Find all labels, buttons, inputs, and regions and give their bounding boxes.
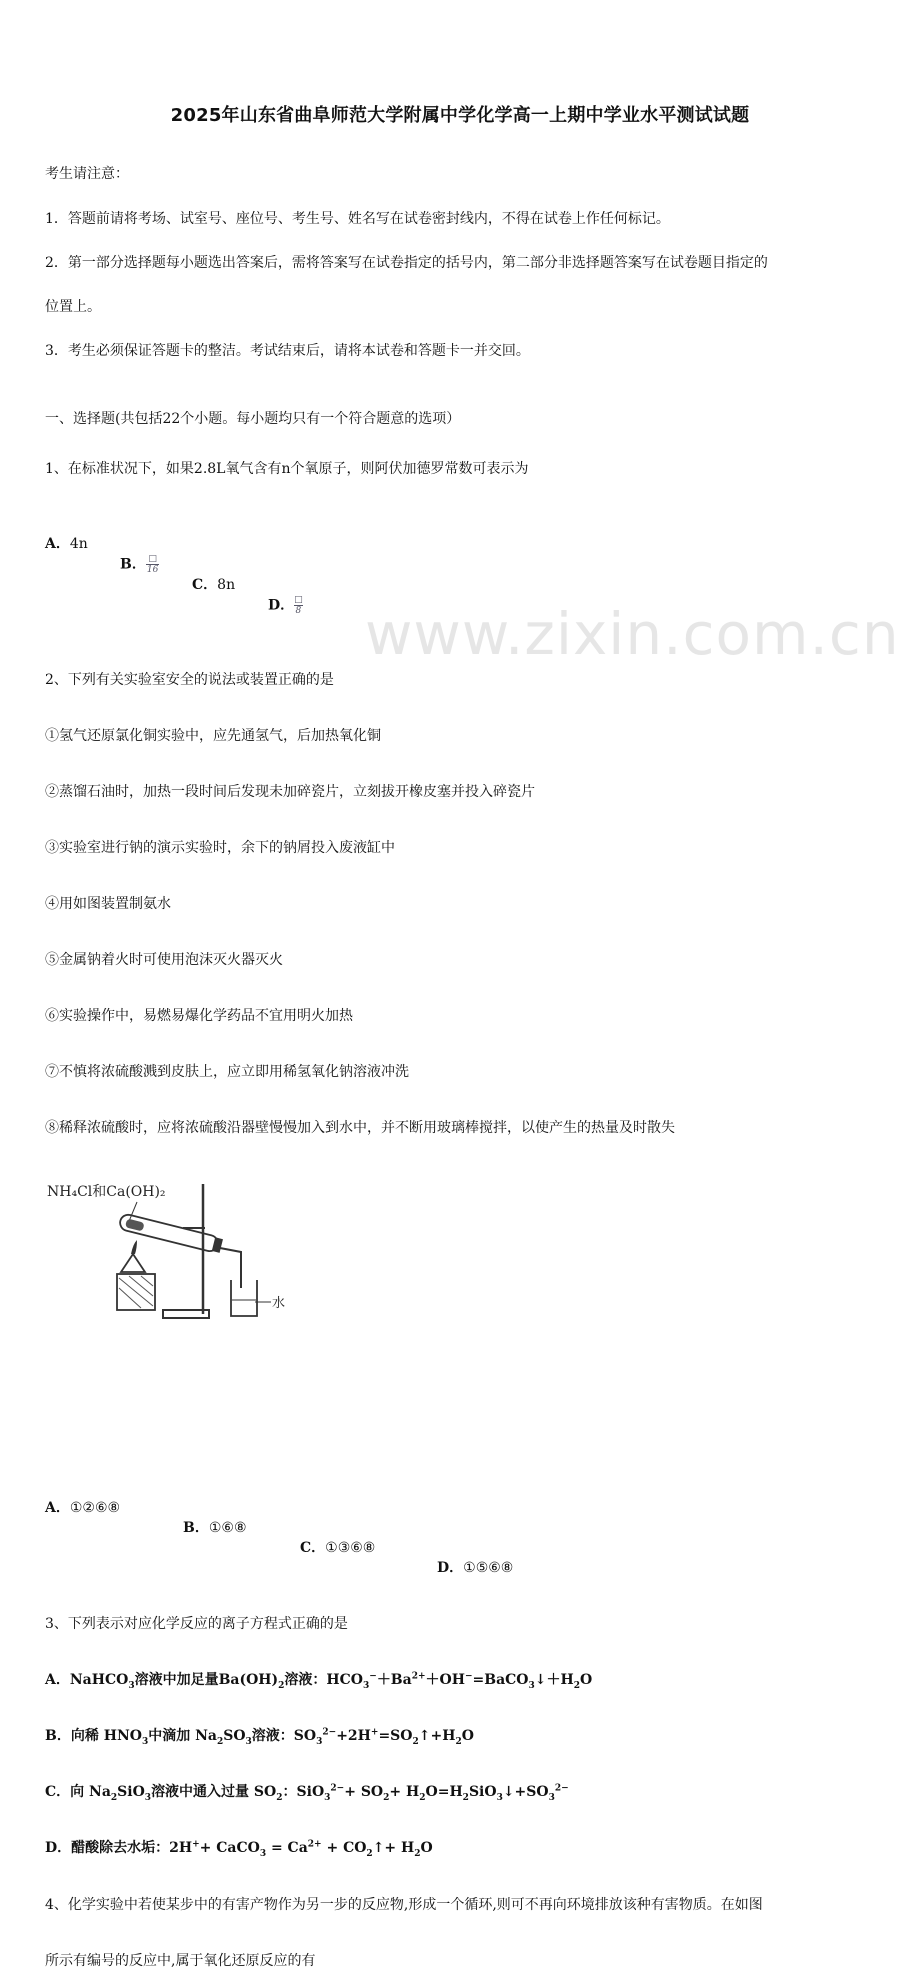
q3-b-sup: + [370,1727,379,1738]
q2-option-d[interactable] [437,1558,920,1578]
q3-a-part: ＋Ba [376,1672,412,1688]
q2-item-1: ①氢气还原氯化铜实验中，应先通氢气，后加热氧化铜 [45,728,381,744]
q1-option-c[interactable] [192,575,920,595]
notice-item-2-cont: 位置上。 [45,299,101,315]
q2-option-a-text: ①②⑥⑧ [69,1500,121,1516]
q3-a-part: ＋OH [425,1672,465,1688]
q3-b-part: 溶液：SO [251,1728,317,1744]
q3-d-sup: 2+ [307,1839,322,1850]
notice-item-2: 2．第一部分选择题每小题选出答案后，需将答案写在试卷指定的括号内，第二部分非选择题答案写在试卷题目指定的 [45,255,768,271]
q3-b-part: 中滴加 Na [148,1728,217,1744]
q3-a-sub: 3 [363,1680,370,1691]
q1-option-b-numerator: □ [148,554,157,564]
q3-c-sub: 2 [383,1792,390,1803]
q2-option-a[interactable] [45,1498,920,1518]
q2-option-c[interactable] [300,1538,920,1558]
figure-reagent-label: NH₄Cl和Ca(OH)₂ [47,1184,166,1200]
q3-b-sub: 3 [245,1736,252,1747]
q2-option-c-text: ①③⑥⑧ [325,1540,376,1556]
q3-c-sup: 2− [554,1783,569,1794]
q1-option-b-fraction [146,554,159,575]
wood-block-hatch [119,1276,153,1308]
q1-stem: 1、在标准状况下，如果2.8L氧气含有n个氧原子，则阿伏加德罗常数可表示为 [45,461,529,477]
q2-item-4: ④用如图装置制氨水 [45,896,171,912]
q3-option-b[interactable] [45,1726,920,1746]
q3-c-part: O=H [425,1784,463,1800]
q1-option-d-denominator: 8 [295,606,302,616]
q3-b-sub: 2 [455,1736,462,1747]
ammonia-apparatus-figure [45,1176,295,1326]
q3-d-sub: 2 [366,1848,373,1859]
q3-a-part: ↓＋H [534,1672,574,1688]
q3-option-a[interactable] [45,1670,920,1690]
q3-d-part: ↑+ H [372,1840,415,1856]
q1-option-d-label: D． [268,597,295,614]
q3-c-sub: 2 [276,1792,283,1803]
q3-option-d-label: D． [45,1840,72,1856]
q2-option-b-label: B． [183,1520,209,1536]
notice-item-3: 3．考生必须保证答题卡的整洁。考试结束后，请将本试卷和答题卡一并交回。 [45,343,530,359]
q3-a-sup: − [464,1671,473,1682]
beaker [231,1280,257,1316]
q1-option-b-label: B． [120,556,146,573]
q3-a-sup: − [369,1671,377,1682]
watermark: www.zixin.com.cn [365,600,900,668]
q3-a-sub: 2 [573,1680,580,1691]
q2-option-b-text: ①⑥⑧ [208,1520,247,1536]
q3-b-sub: 2 [412,1736,419,1747]
q1-option-d-numerator: □ [294,595,303,605]
q3-c-sub: 3 [496,1792,503,1803]
q3-a-sub: 3 [128,1680,135,1691]
notice-heading: 考生请注意： [45,166,129,182]
q1-option-d[interactable] [268,595,920,616]
q3-b-part: SO [223,1728,246,1744]
q3-c-sub: 2 [462,1792,469,1803]
q2-option-a-label: A． [45,1500,70,1516]
alcohol-lamp [121,1254,145,1272]
q3-c-part: SiO [117,1784,145,1800]
notice-item-1: 1．答题前请将考场、试室号、座位号、考生号、姓名写在试卷密封线内，不得在试卷上作任何标记。 [45,211,670,227]
q3-c-part: 溶液中通入过量 SO [151,1784,277,1800]
q3-d-sub: 3 [259,1848,267,1859]
q4-stem-line-1: 4、化学实验中若使某步中的有害产物作为另一步的反应物,形成一个循环,则可不再向环境排放该种有害物质。在如图 [45,1897,763,1913]
q1-option-a[interactable] [45,534,920,554]
section-heading: 一、选择题(共包括22个小题。每小题均只有一个符合题意的选项） [45,411,461,427]
page-title: 2025年山东省曲阜师范大学附属中学化学高一上期中学业水平测试试题 [170,105,750,126]
q3-b-sub: 3 [141,1736,149,1747]
q3-b-part: +2H [336,1728,371,1744]
q3-a-part: 溶液：HCO [284,1672,363,1688]
q3-b-sub: 3 [316,1736,323,1747]
q1-option-a-label: A． [45,536,70,552]
q3-b-part: O [461,1728,474,1744]
q3-d-part: + CO [321,1840,367,1856]
q3-a-sup: 2+ [411,1671,426,1682]
q3-d-part: O [420,1840,433,1856]
q4-stem-line-2: 所示有编号的反应中,属于氧化还原反应的有 [45,1953,316,1969]
q2-stem: 2、下列有关实验室安全的说法或装置正确的是 [45,672,334,688]
q3-c-sub: 3 [144,1792,152,1803]
q2-option-d-label: D． [437,1560,464,1576]
q2-option-b[interactable] [183,1518,920,1538]
q3-c-part: + H [389,1784,420,1800]
q1-option-b-denominator: 16 [146,565,159,575]
q1-option-c-text: 8n [217,577,236,593]
q1-option-d-fraction [294,595,303,616]
q2-option-c-label: C． [300,1540,326,1556]
q3-d-part: 醋酸除去水垢：2H [71,1840,193,1856]
q3-option-b-label: B． [45,1728,71,1744]
q3-d-part: + CaCO [199,1840,260,1856]
q1-option-a-text: 4n [69,536,88,552]
q3-c-sup: 2− [330,1783,345,1794]
q2-option-d-text: ①⑤⑥⑧ [463,1560,514,1576]
q3-option-c-label: C． [45,1784,71,1800]
q3-option-d[interactable] [45,1838,920,1858]
q3-stem: 3、下列表示对应化学反应的离子方程式正确的是 [45,1616,348,1632]
q2-item-8: ⑧稀释浓硫酸时，应将浓硫酸沿器壁慢慢加入到水中，并不断用玻璃棒搅拌，以使产生的热量及时散失 [45,1120,675,1136]
q3-b-part: 向稀 HNO [70,1728,142,1744]
q3-c-part: SiO [468,1784,497,1800]
q3-b-sup: 2− [322,1727,337,1738]
q3-d-sub: 2 [414,1848,421,1859]
q1-option-c-label: C． [192,577,218,593]
q2-item-3: ③实验室进行钠的演示实验时，余下的钠屑投入废液缸中 [45,840,395,856]
q3-d-part: = Ca [266,1840,308,1856]
q3-b-sub: 2 [216,1736,224,1747]
q3-c-sub: 3 [548,1792,555,1803]
q3-a-part: NaHCO [69,1672,129,1688]
q3-c-part: + SO [344,1784,384,1800]
q3-b-part: =SO [378,1728,413,1744]
q3-a-sub: 3 [528,1680,535,1691]
q3-c-part: ↓+SO [502,1784,549,1800]
q2-item-5: ⑤金属钠着火时可使用泡沫灭火器灭火 [45,952,283,968]
q2-item-2: ②蒸馏石油时，加热一段时间后发现未加碎瓷片，立刻拔开橡皮塞并投入碎瓷片 [45,784,535,800]
q3-c-sub: 2 [110,1792,118,1803]
q3-a-part: =BaCO [472,1672,529,1688]
q3-c-part: ：SiO [282,1784,325,1800]
q3-a-sub: 2 [278,1680,285,1691]
flame-icon [131,1240,137,1254]
q2-item-6: ⑥实验操作中，易燃易爆化学药品不宜用明火加热 [45,1008,353,1024]
q3-b-part: ↑+H [418,1728,456,1744]
q3-option-a-label: A． [45,1672,70,1688]
q3-option-c[interactable] [45,1782,920,1802]
q3-c-sub: 2 [419,1792,426,1803]
q1-option-b[interactable] [120,554,920,575]
q3-c-part: 向 Na [70,1784,111,1800]
q3-c-sub: 3 [324,1792,331,1803]
q3-d-sup: + [192,1839,200,1850]
q3-a-part: 溶液中加足量Ba(OH) [134,1672,279,1688]
figure-water-label: 水 [272,1296,286,1311]
q2-item-7: ⑦不慎将浓硫酸溅到皮肤上，应立即用稀氢氧化钠溶液冲洗 [45,1064,409,1080]
q3-a-part: O [580,1672,593,1688]
